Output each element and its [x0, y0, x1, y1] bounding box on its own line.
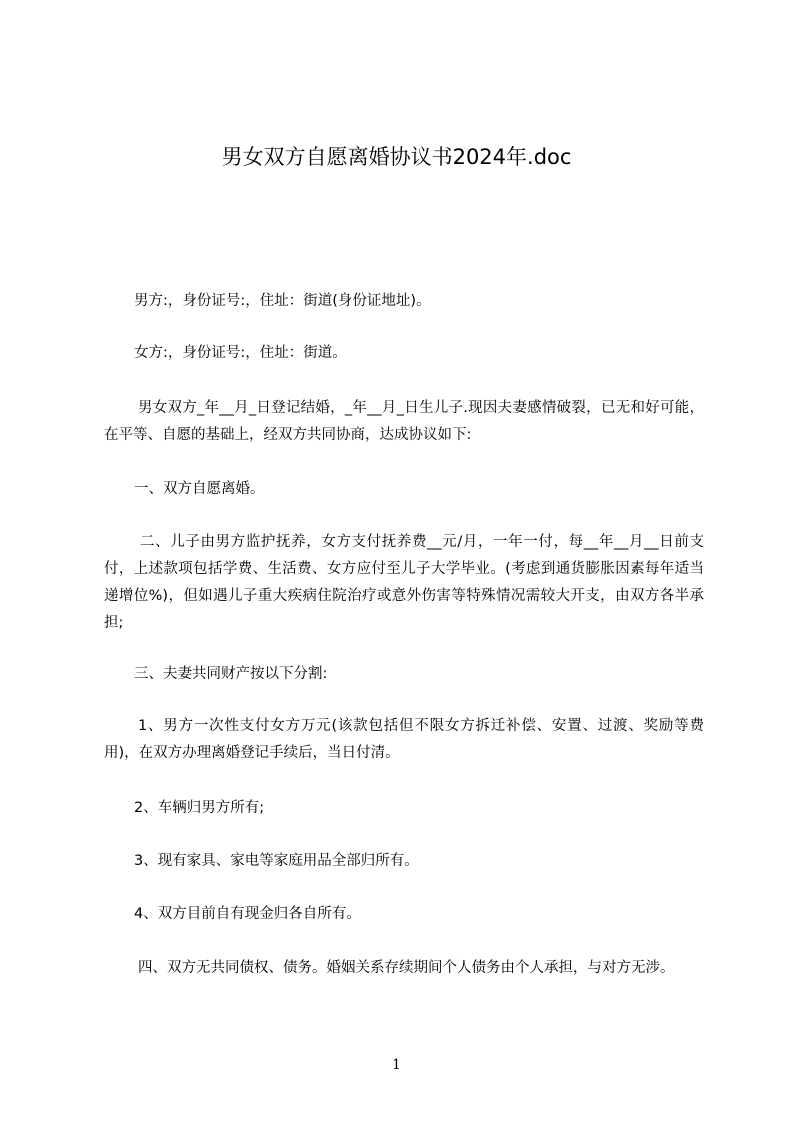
paragraph-husband-info: 男方:，身份证号:，住址：街道(身份证地址)。 — [134, 293, 431, 309]
paragraph-property-item-4: 4、双方目前自有现金归各自所有。 — [134, 906, 361, 922]
paragraph-clause-4-debts: 四、双方无共同债权、债务。婚姻关系存续期间个人债务由个人承担，与对方无涉。 — [138, 960, 675, 976]
paragraph-marriage-background: 男女双方_年__月_日登记结婚，_年__月_日生儿子.现因夫妻感情破裂，已无和好可能，在平等、自愿的基础上，经双方共同协商，达成协议如下: — [104, 400, 704, 443]
paragraph-property-item-2: 2、车辆归男方所有; — [134, 800, 265, 816]
paragraph-property-item-1: 1、男方一次性支付女方万元(该款包括但不限女方拆迁补偿、安置、过渡、奖励等费用)，在双方办理离婚登记手续后，当日付清。 — [104, 718, 704, 761]
paragraph-clause-1: 一、双方自愿离婚。 — [134, 481, 265, 497]
paragraph-property-item-3: 3、现有家具、家电等家庭用品全部归所有。 — [134, 853, 419, 869]
paragraph-clause-2-custody: 二、儿子由男方监护抚养，女方支付抚养费__元/月，一年一付，每__年__月__日前支付，上述款项包括学费、生活费、女方应付至儿子大学毕业。(考虑到通货膨胀因素每年适当递增位%)，但如遇儿子重大疾病住院治疗或意外伤害等特殊情况需较大开支，由双方各半承担; — [104, 534, 704, 631]
paragraph-clause-3-property: 三、夫妻共同财产按以下分割: — [134, 666, 328, 682]
page-number: 1 — [392, 1057, 401, 1073]
document-title: 男女双方自愿离婚协议书2024年.doc — [221, 145, 572, 169]
paragraph-wife-info: 女方:，身份证号:，住址：街道。 — [134, 345, 347, 361]
